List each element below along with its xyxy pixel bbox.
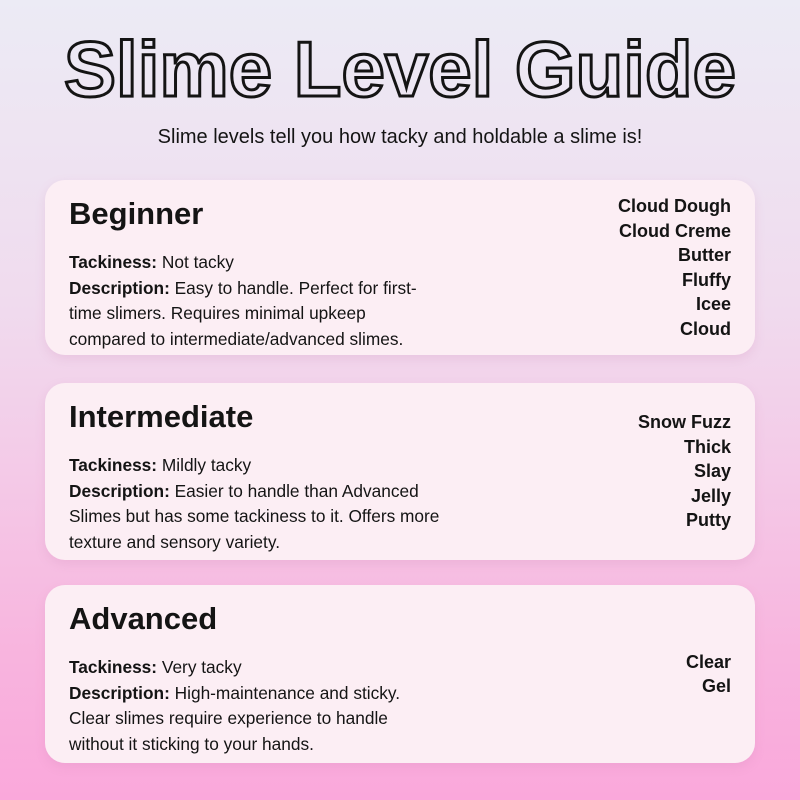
tackiness-label: Tackiness: [69, 252, 158, 272]
card-intermediate-tackiness-row [69, 453, 441, 479]
level-card-beginner [45, 180, 755, 355]
slime-name: Icee [695, 294, 731, 314]
card-intermediate-title: Intermediate [69, 399, 254, 434]
page-subtitle: Slime levels tell you how tacky and holdable a slime is! [157, 126, 643, 148]
description-label: Description: [69, 682, 170, 703]
slime-name: Fluffy [682, 269, 731, 290]
card-intermediate-info [69, 397, 441, 552]
card-beginner-info [69, 194, 441, 349]
description-label: Description: [69, 480, 170, 501]
tackiness-value: Very tacky [161, 657, 242, 677]
description-value: Easy to handle. Perfect for first-time slimers. Requires minimal upkeep compared to intermediate/advanced slimes. [69, 277, 417, 349]
slime-name: Snow Fuzz [638, 412, 731, 433]
description-value: Easier to handle than Advanced Slimes but has some tackiness to it. Offers more texture and sensory variety. [69, 480, 440, 552]
card-advanced-info [69, 599, 441, 754]
poster-header [0, 25, 800, 149]
tackiness-value: Mildly tacky [161, 455, 252, 475]
card-advanced-title: Advanced [69, 601, 218, 636]
card-advanced-tackiness-row [69, 655, 441, 681]
tackiness-label: Tackiness: [69, 657, 158, 677]
card-beginner-title: Beginner [69, 196, 204, 231]
slime-name: Cloud [680, 318, 731, 339]
slime-name: Cloud Creme [618, 220, 731, 241]
card-advanced-slime-list [441, 599, 731, 749]
slime-name: Jelly [690, 485, 731, 506]
slime-name: Butter [678, 245, 731, 265]
card-intermediate-slime-list [441, 397, 731, 546]
level-card-advanced [45, 585, 755, 763]
slime-name: Cloud Dough [618, 196, 731, 216]
card-intermediate-description-row [69, 479, 441, 556]
slime-name: Thick [683, 436, 731, 457]
tackiness-value: Not tacky [161, 252, 234, 272]
description-value: High-maintenance and sticky. Clear slimes require experience to handle without it sticking to your hands. [69, 682, 401, 754]
card-beginner-slime-list [441, 194, 731, 341]
page-title: Slime Level Guide [64, 25, 736, 113]
slime-name: Putty [686, 510, 731, 531]
description-label: Description: [69, 277, 170, 298]
slime-name: Slay [693, 461, 731, 482]
level-card-intermediate [45, 383, 755, 560]
card-beginner-tackiness-row [69, 250, 441, 276]
card-advanced-description-row [69, 681, 441, 758]
card-beginner-description-row [69, 276, 441, 353]
slime-name: Clear [685, 651, 731, 672]
tackiness-label: Tackiness: [69, 455, 158, 475]
slime-name: Gel [701, 676, 731, 696]
